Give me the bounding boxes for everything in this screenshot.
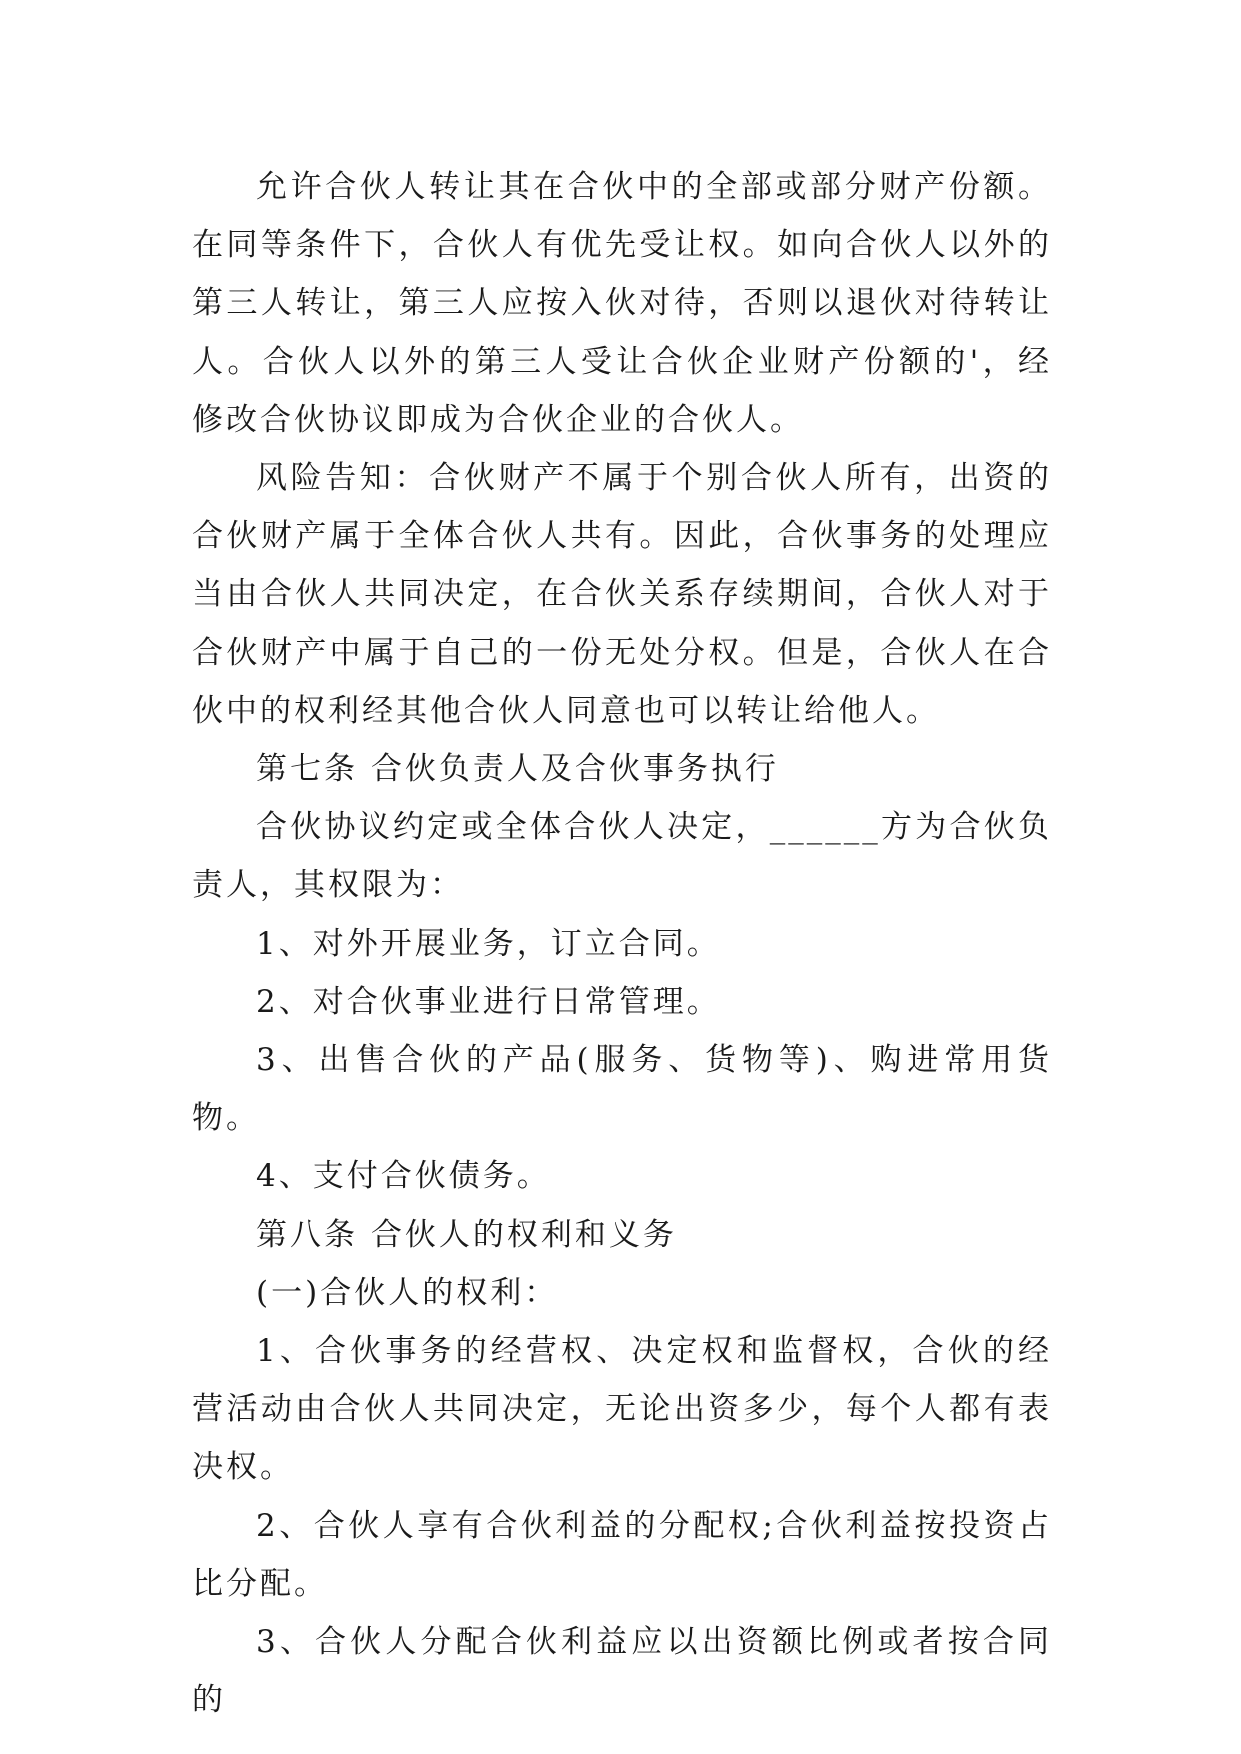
list-item-authority-2: 2、对合伙事业进行日常管理。 <box>256 983 721 1020</box>
list-item-rights-3: 3、合伙人分配合伙利益应以出资额比例或者按合同的 <box>192 1624 1052 1719</box>
paragraph-transfer-of-share: 允许合伙人转让其在合伙中的全部或部分财产份额。在同等条件下，合伙人有优先受让权。如向合伙人以外的第三人转让，第三人应按入伙对待，否则以退伙对待转让人。合伙人以外的第三人受让合伙企业财产份额的'，经修改合伙协议即成为合伙企业的合伙人。 <box>192 169 1052 438</box>
list-item-rights-1: 1、合伙事务的经营权、决定权和监督权，合伙的经营活动由合伙人共同决定，无论出资多少，每个人都有表决权。 <box>192 1333 1052 1486</box>
section-partner-rights-heading: (一)合伙人的权利： <box>256 1274 559 1311</box>
list-item-authority-4: 4、支付合伙债务。 <box>256 1158 551 1195</box>
document-body <box>192 158 1052 1729</box>
list-item-rights-2: 2、合伙人享有合伙利益的分配权;合伙利益按投资占比分配。 <box>192 1507 1052 1602</box>
article-8-heading: 第八条 合伙人的权利和义务 <box>256 1216 677 1253</box>
paragraph-risk-notice: 风险告知：合伙财产不属于个别合伙人所有，出资的合伙财产属于全体合伙人共有。因此，合伙事务的处理应当由合伙人共同决定，在合伙关系存续期间，合伙人对于合伙财产中属于自己的一份无处分权。但是，合伙人在合伙中的权利经其他合伙人同意也可以转让给他人。 <box>192 460 1052 729</box>
paragraph-responsible-partner: 合伙协议约定或全体合伙人决定，______方为合伙负责人，其权限为： <box>192 809 1052 904</box>
list-item-authority-1: 1、对外开展业务，订立合同。 <box>256 925 721 962</box>
list-item-authority-3: 3、出售合伙的产品(服务、货物等)、购进常用货物。 <box>192 1042 1052 1137</box>
article-7-heading: 第七条 合伙负责人及合伙事务执行 <box>256 751 779 788</box>
